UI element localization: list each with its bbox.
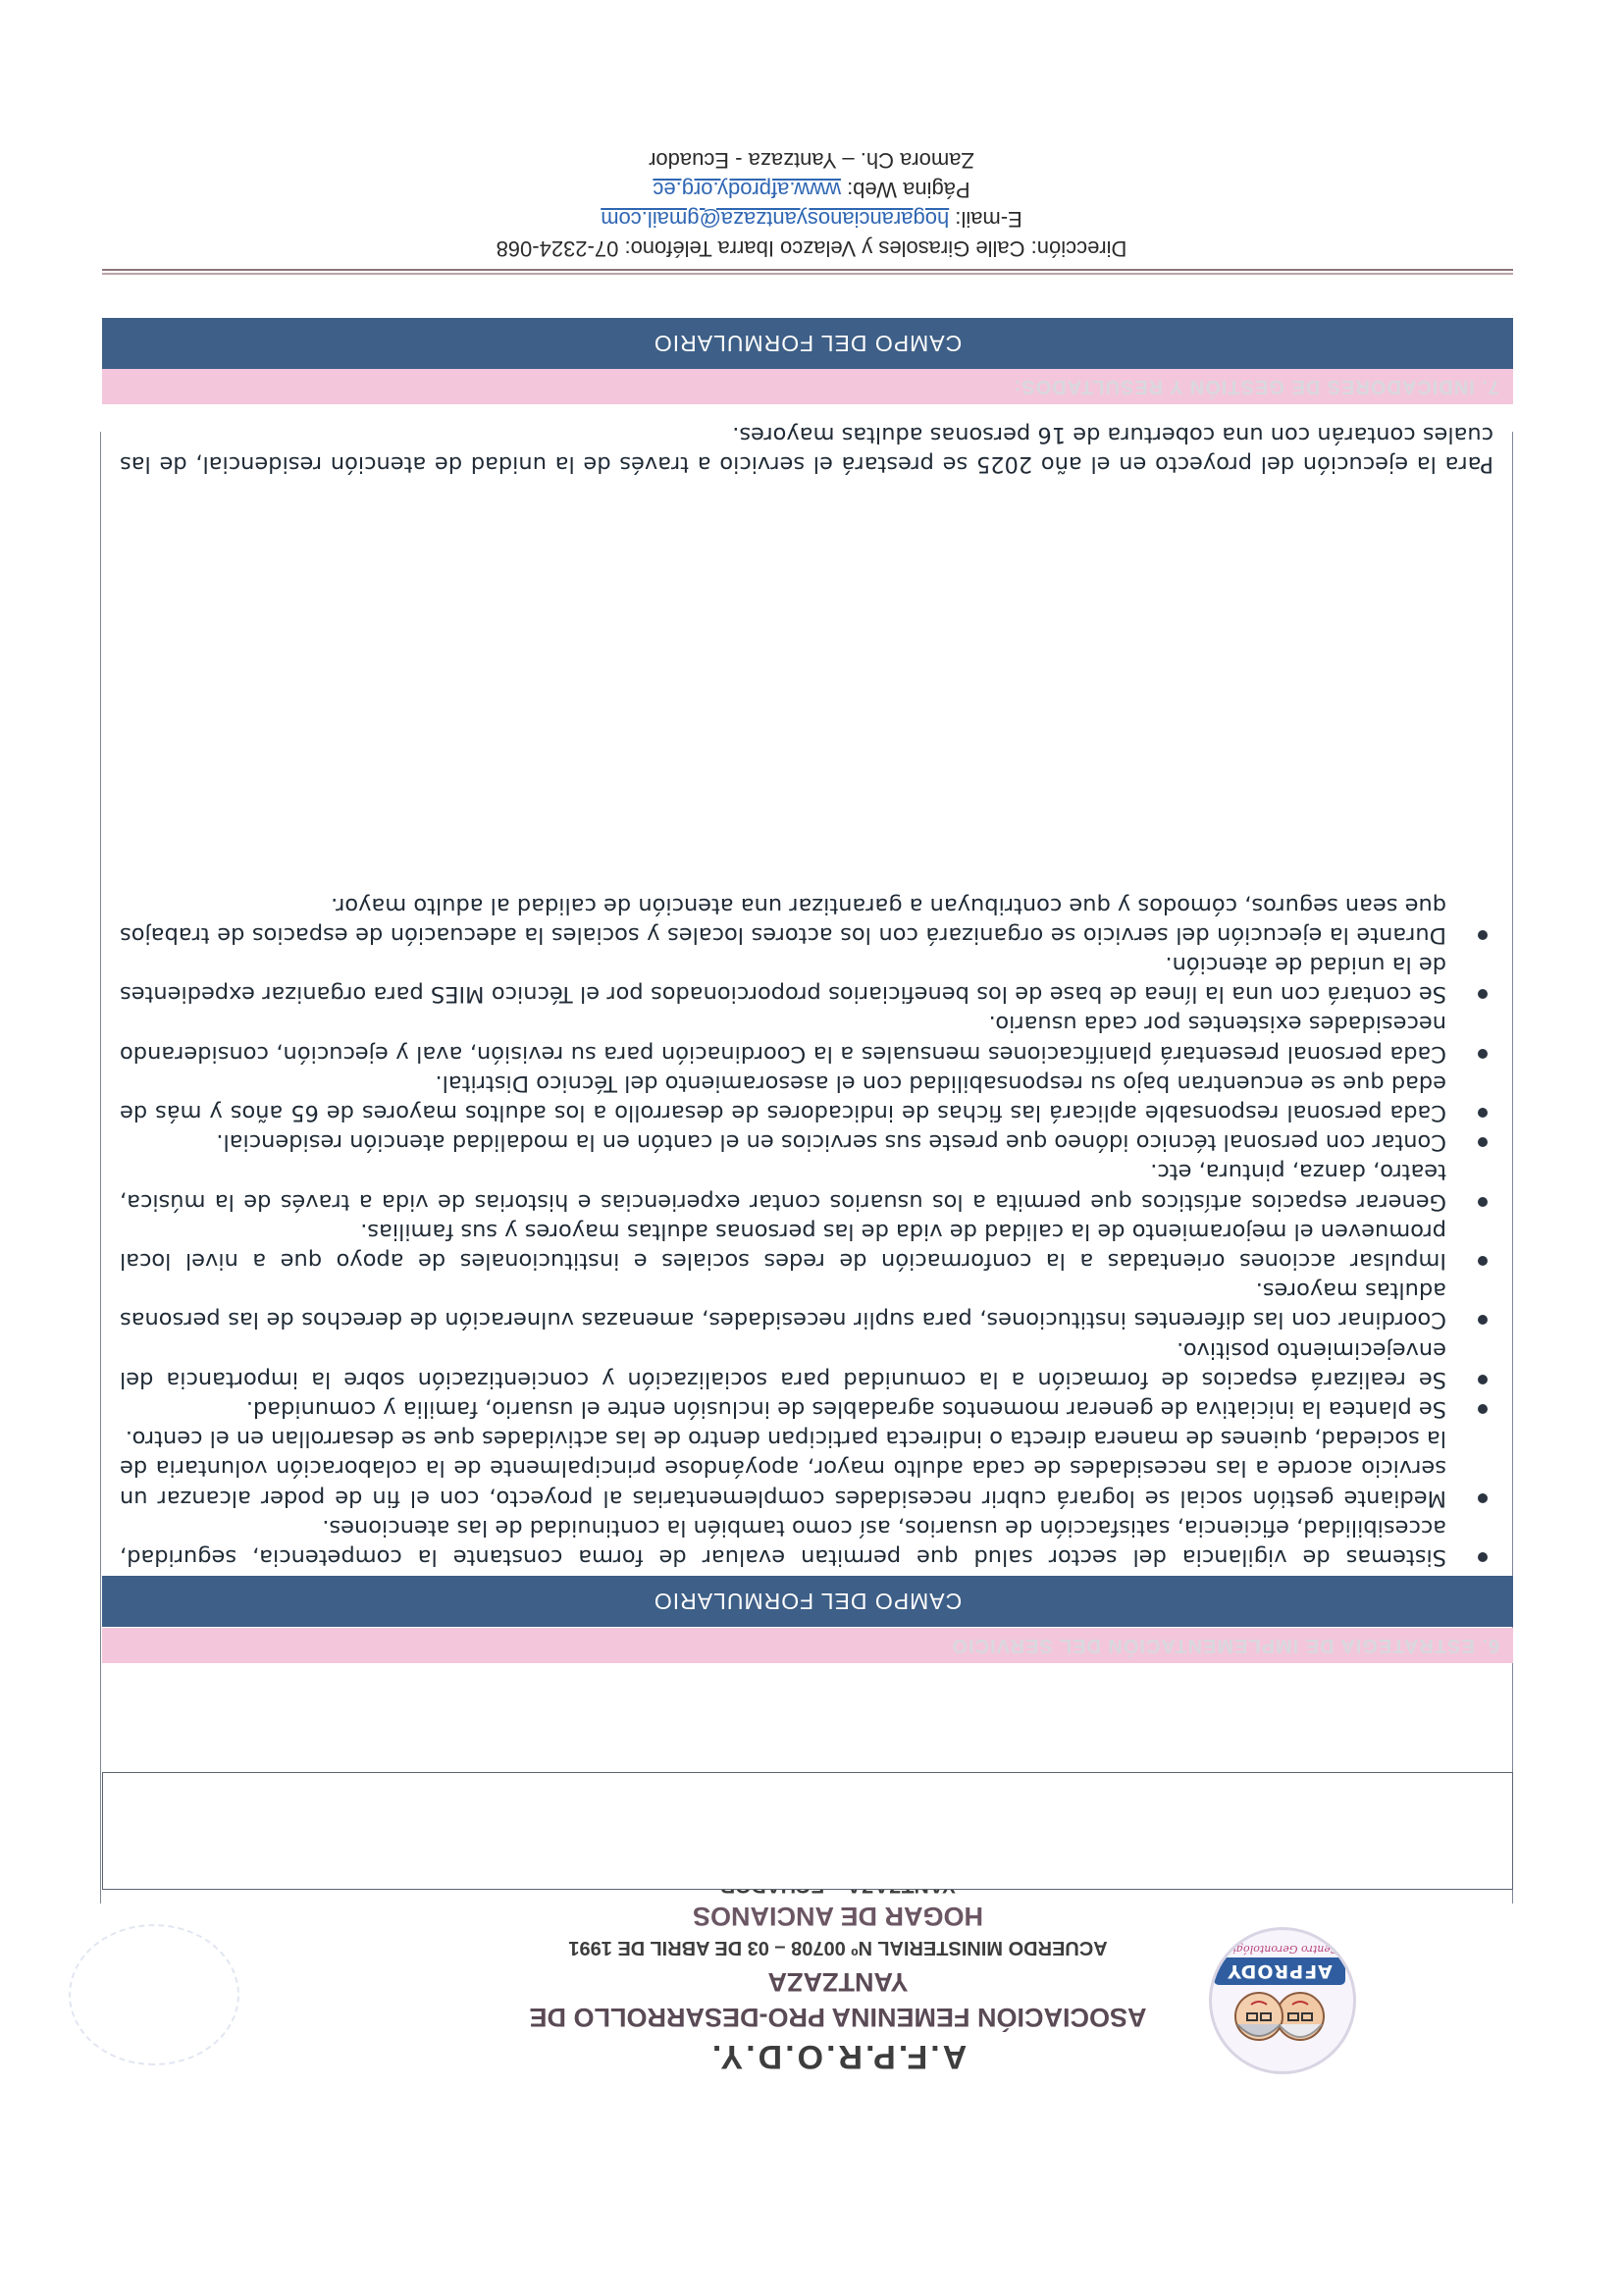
bullet-icon (1478, 1137, 1488, 1147)
footer (0, 145, 1623, 263)
footer-city: Zamora Ch. – Yantzaza - Ecuador (649, 148, 974, 173)
bullet-icon (1478, 1049, 1488, 1059)
bullet-icon (1478, 1375, 1488, 1384)
list-item (120, 1276, 1493, 1334)
list-item (120, 1424, 1493, 1513)
footer-address: Dirección: Calle Girasoles y Velazco Ibarra Teléfono: 07-2324-068 (496, 236, 1127, 261)
bullet-text: Se realizará espacios de formación a la comunidad para socialización y concientización sobre la importancia del envejecimiento positivo. (120, 1336, 1446, 1392)
bullet-icon (1478, 1256, 1488, 1266)
email-link[interactable]: hogarancianosyantzaza@gmail.com (601, 207, 950, 232)
empty-table-box (102, 1772, 1513, 1890)
bullet-text: Contar con personal técnico idóneo que preste sus servicios en el cantón en la modalidad atención residencial. (216, 1129, 1446, 1156)
bullet-text: Generar espacios artísticos que permita a los usuarios contar experiencias e historias de vida a través de la música, teatro, danza, pintura, etc. (120, 1159, 1446, 1215)
list-item (120, 1009, 1493, 1068)
section-7-title: 7. INDICADORES DE GESTIÓN Y RESULTADOS: (102, 369, 1513, 404)
section-6-field-label: CAMPO DEL FORMULARIO (102, 1576, 1513, 1627)
bullet-icon (1478, 1493, 1488, 1503)
bullet-text: Se contará con una la línea de base de los beneficiarios proporcionados por el Técnico MIES para organizar expedientes de la unidad de atención. (120, 951, 1446, 1008)
logo-tagline: Centro Gerontológico (1220, 1943, 1339, 1956)
bullet-icon (1478, 1552, 1488, 1562)
elderly-couple-icon (1226, 1987, 1335, 2050)
footer-email-line (0, 204, 1623, 234)
strategy-bullet-list (120, 890, 1493, 1572)
footer-web-line (0, 175, 1623, 204)
logo-banner: AFPRODY (1214, 1957, 1345, 1985)
list-item (120, 1513, 1493, 1572)
home-name: HOGAR DE ANCIANOS (693, 1902, 984, 1931)
bullet-icon (1478, 1404, 1488, 1414)
bullet-icon (1478, 1315, 1488, 1325)
bullet-text: Durante la ejecución del servicio se organizará con los actores locales y sociales la adecuación de espacios de trabajos que sean seguros, cómodos y que contribuyan a garantizar una atención de calidad al adulto mayor. (120, 892, 1446, 948)
list-item (120, 950, 1493, 1009)
org-name: ASOCIACIÓN FEMENINA PRO-DESARROLLO DE YANTZAZA (529, 1967, 1147, 2032)
bullet-text: Se plantea la iniciativa de generar momentos agradables de inclusión entre el usuario, familia y comunidad. (245, 1395, 1446, 1422)
bullet-text: Cada personal presentará planificaciones mensuales a la Coordinación para su revisión, aval y ejecución, considerando necesidades existentes por cada usuario. (120, 1011, 1446, 1067)
afprody-logo (1209, 1927, 1356, 2074)
bullet-text: Coordinar con las diferentes instituciones, para suplir necesidades, amenazas vulneración de derechos de las personas adultas mayores. (120, 1278, 1446, 1333)
list-item (120, 890, 1493, 949)
email-label: E-mail: (949, 207, 1022, 232)
faded-stamp (69, 1924, 239, 2065)
bullet-icon (1478, 989, 1488, 999)
bullet-text: Cada personal responsable aplicará las fichas de indicadores de desarrollo a los adultos mayores de 65 años y más de edad que se encuentran bajo su responsabilidad con el asesoramiento del Técnico Distrital. (120, 1070, 1446, 1125)
coverage-paragraph: Para la ejecución del proyecto en el año 2025 se prestará el servicio a través de la unidad de atención residencial, de las cuales contarán con una cobertura de 16 personas adultas mayores. (120, 421, 1493, 477)
list-item (120, 1334, 1493, 1393)
list-item (120, 1069, 1493, 1127)
bullet-text: Impulsar acciones orientadas a la conformación de redes sociales e institucionales de apoyo que a nivel local promueven el mejoramiento de la calidad de vida de las personas adultas mayores y sus familias. (120, 1218, 1446, 1274)
bullet-text: Mediante gestión social se logrará cubrir necesidades complementarias al proyecto, con el fin de poder alcanzar un servicio acorde a las necesidades de cada adulto mayor, apoyándose principalmente de la colaboración voluntaria de la sociedad, quienes de manera directa o indirecta participan dentro de las actividades que se desarrollan en el centro. (120, 1426, 1446, 1511)
web-label: Página Web: (840, 178, 970, 202)
footer-divider (102, 269, 1513, 275)
list-item (120, 1127, 1493, 1157)
section-7-field-label: CAMPO DEL FORMULARIO (102, 318, 1513, 369)
bullet-text: Sistemas de vigilancia del sector salud que permitan evaluar de forma constante la competencia, seguridad, accesibilidad, eficiencia, satisfacción de usuarios, así como también la continuidad de las atenciones. (120, 1514, 1446, 1570)
list-item (120, 1217, 1493, 1276)
bullet-icon (1478, 930, 1488, 940)
org-decree: ACUERDO MINISTERIAL Nº 00708 – 03 DE ABRIL DE 1991 (568, 1937, 1108, 1958)
org-acronym: A.F.P.R.O.D.Y. (708, 2038, 968, 2075)
list-item (120, 1157, 1493, 1216)
website-link[interactable]: www.afprody.org.ec (653, 178, 841, 202)
bullet-icon (1478, 1108, 1488, 1118)
bullet-icon (1478, 1197, 1488, 1207)
list-item (120, 1394, 1493, 1424)
section-6-title: 6. ESTRATEGIA DE IMPLEMENTACIÓN DEL SERVICIO (102, 1628, 1513, 1663)
